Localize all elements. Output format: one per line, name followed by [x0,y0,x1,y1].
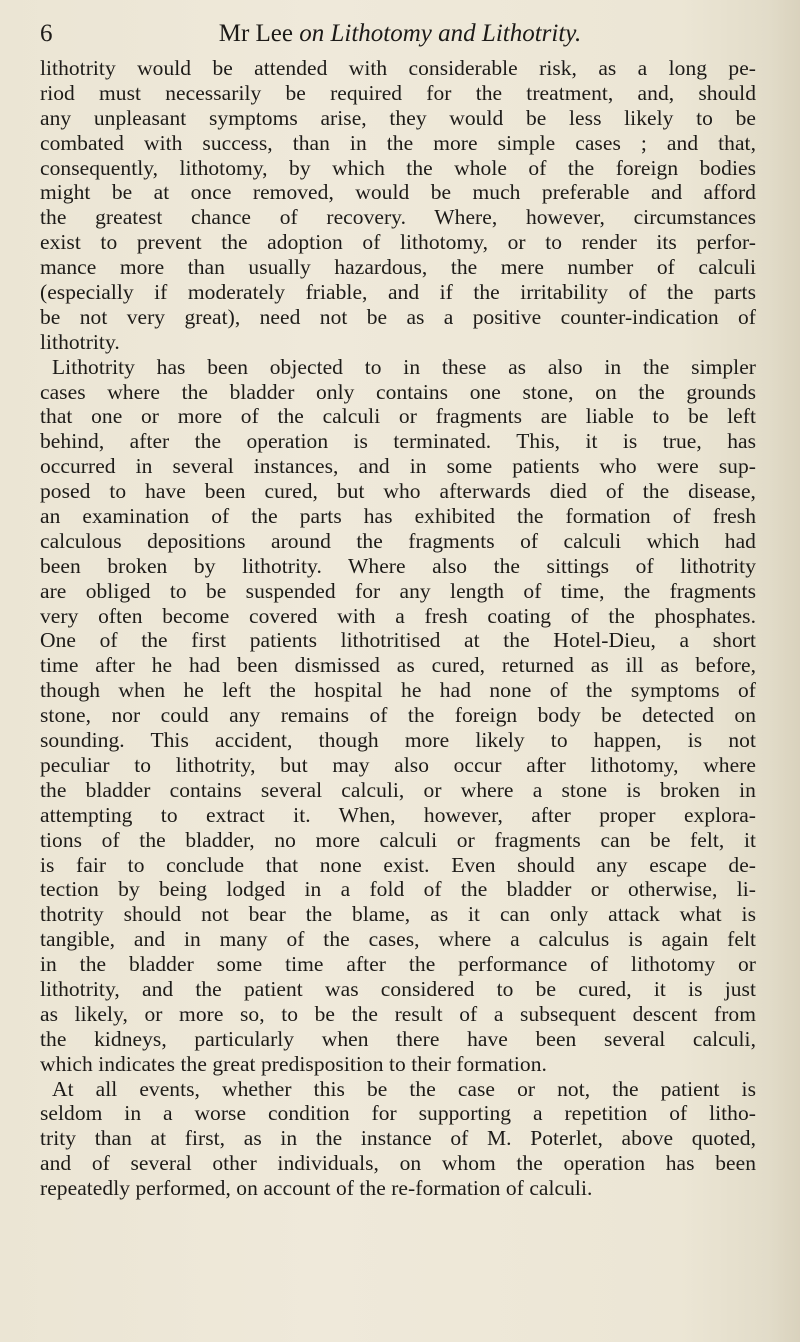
text-line: might be at once removed, would be much preferable and afford [40,180,756,205]
text-line: seldom in a worse condition for supporting a repetition of litho- [40,1101,756,1126]
text-line: the bladder contains several calculi, or where a stone is broken in [40,777,756,802]
text-line: attempting to extract it. When, however, after proper explora- [40,802,756,827]
text-line: combated with success, than in the more simple cases ; and that, [40,130,756,155]
text-line: tection by being lodged in a fold of the bladder or otherwise, li- [40,877,756,902]
text-line: in the bladder some time after the performance of lithotomy or [40,952,756,977]
text-line: and of several other individuals, on whom the operation has been [40,1151,756,1176]
text-line: thotrity should not bear the blame, as it can only attack what is [40,902,756,927]
text-line: mance more than usually hazardous, the mere number of calculi [40,255,756,280]
text-line: exist to prevent the adoption of lithotomy, or to render its perfor- [40,230,756,255]
page-header [40,18,740,50]
text-line: any unpleasant symptoms arise, they would be less likely to be [40,105,756,130]
text-line: (especially if moderately friable, and if the irritability of the parts [40,280,756,305]
text-line: be not very great), need not be as a positive counter-indication of [40,304,756,329]
paragraph-start-line: Lithotrity has been objected to in these as also in the simpler [52,354,756,379]
text-line: the greatest chance of recovery. Where, however, circumstances [40,205,756,230]
text-line: time after he had been dismissed as cured, returned as ill as before, [40,653,756,678]
text-line: calculous depositions around the fragments of calculi which had [40,528,756,553]
text-line: are obliged to be suspended for any length of time, the fragments [40,578,756,603]
text-line: consequently, lithotomy, by which the whole of the foreign bodies [40,155,756,180]
text-line: is fair to conclude that none exist. Even should any escape de- [40,852,756,877]
text-line: stone, nor could any remains of the foreign body be detected on [40,703,756,728]
text-line: occurred in several instances, and in some patients who were sup- [40,454,756,479]
text-line: that one or more of the calculi or fragments are liable to be left [40,404,756,429]
page-number: 6 [40,20,53,47]
text-line: cases where the bladder only contains one stone, on the grounds [40,379,756,404]
running-head-title-lithotomy: Lithotomy [330,20,432,47]
running-head-on: on [299,20,325,47]
text-line: an examination of the parts has exhibited the formation of fresh [40,504,756,529]
text-line: sounding. This accident, though more likely to happen, is not [40,728,756,753]
running-head-and: and [438,20,476,47]
running-head [40,18,740,50]
text-line: been broken by lithotrity. Where also the sittings of lithotrity [40,553,756,578]
text-line: trity than at first, as in the instance of M. Poterlet, above quoted, [40,1126,756,1151]
text-line: One of the first patients lithotritised at the Hotel-Dieu, a short [40,628,756,653]
text-line: posed to have been cured, but who afterwards died of the disease, [40,479,756,504]
body-text [40,56,756,1201]
text-line: riod must necessarily be required for the treatment, and, should [40,80,756,105]
text-line: as likely, or more so, to be the result of a subsequent descent from [40,1001,756,1026]
text-line: very often become covered with a fresh coating of the phosphates. [40,603,756,628]
paragraph-end-line: which indicates the great predisposition to their formation. [40,1051,547,1076]
text-line: tions of the bladder, no more calculi or fragments can be felt, it [40,827,756,852]
text-line: though when he left the hospital he had none of the symptoms of [40,678,756,703]
paragraph-start-line: At all events, whether this be the case or not, the patient is [52,1076,756,1101]
text-line: the kidneys, particularly when there have been several calculi, [40,1026,756,1051]
running-head-title-lithotrity: Lithotrity. [481,20,582,47]
text-line: tangible, and in many of the cases, where a calculus is again felt [40,927,756,952]
text-line: behind, after the operation is terminated. This, it is true, has [40,429,756,454]
text-line: lithotrity would be attended with considerable risk, as a long pe- [40,56,756,80]
running-head-author: Mr Lee [218,20,294,47]
text-line: lithotrity, and the patient was considered to be cured, it is just [40,976,756,1001]
text-line: peculiar to lithotrity, but may also occur after lithotomy, where [40,752,756,777]
paragraph-end-line: repeatedly performed, on account of the re-formation of calculi. [40,1176,593,1201]
paragraph-end-line: lithotrity. [40,329,120,354]
